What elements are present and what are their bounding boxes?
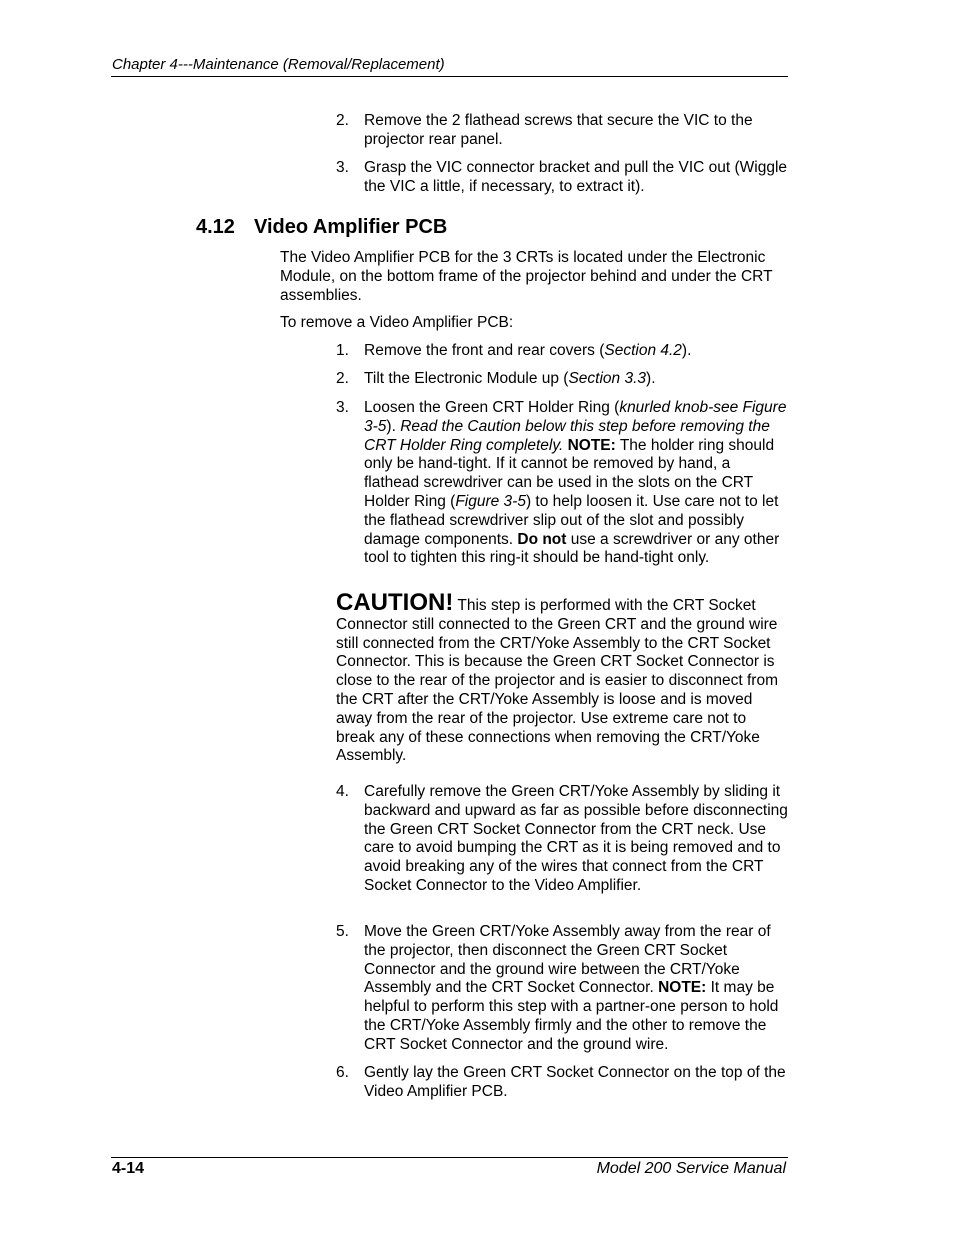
step-number: 1.: [336, 342, 349, 359]
section-title: Video Amplifier PCB: [254, 216, 448, 238]
step-number: 4.: [336, 783, 349, 800]
header-divider: [111, 76, 788, 77]
step-text: Gently lay the Green CRT Socket Connector on the top of the Video Amplifier PCB.: [364, 1064, 786, 1100]
caution-paragraph: [336, 589, 788, 766]
caution-label: CAUTION!: [336, 589, 454, 616]
section-number: 4.12: [196, 216, 235, 238]
step-text: Tilt the Electronic Module up (Section 3.3).: [364, 370, 656, 387]
list-item-pre-2: [336, 112, 788, 150]
step-text: Grasp the VIC connector bracket and pull the VIC out (Wiggle the VIC a little, if necessary, to extract it).: [364, 159, 788, 195]
intro-paragraph: The Video Amplifier PCB for the 3 CRTs is located under the Electronic Module, on the bottom frame of the projector behind and under the CRT assemblies.: [280, 249, 773, 304]
list-item-step-6: [336, 1064, 788, 1102]
footer-divider: [111, 1157, 788, 1158]
step-number: 5.: [336, 923, 349, 940]
step-text: Remove the 2 flathead screws that secure the VIC to the projector rear panel.: [364, 112, 753, 148]
list-item-step-4: [336, 783, 788, 896]
step-number: 2.: [336, 370, 349, 387]
figure-reference: Figure 3-5: [455, 492, 526, 510]
section-reference: Section 3.3: [568, 370, 647, 387]
step-text: Carefully remove the Green CRT/Yoke Assembly by sliding it backward and upward as far as possible before disconnecting the Green CRT Socket Connector from the CRT neck. Use care to avoid bumping the CRT as it is being removed and to avoid breaking any of the wires that connect from the CRT Socket Connector to the Video Amplifier.: [364, 783, 788, 894]
list-item-step-1: [336, 342, 788, 361]
section-reference: Section 4.2: [604, 342, 682, 359]
step-text: Loosen the Green CRT Holder Ring (knurled knob-see Figure 3-5). Read the Caution below this step before removing the CRT Holder Ring completely. NOTE: The holder ring should only be hand-tight. If it cannot be removed by hand, a flathead screwdriver can be used in the slots on the CRT Holder Ring (Figure 3-5) to help loosen it. Use care not to let the flathead screwdriver slip out of the slot and possibly damage components. Do not use a screwdriver or any other tool to tighten this ring-it should be hand-tight only.: [364, 399, 787, 567]
step-number: 6.: [336, 1064, 349, 1081]
note-label: NOTE:: [563, 436, 616, 454]
figure-reference: knurled knob-see Figure 3-5: [364, 399, 787, 435]
step-number: 2.: [336, 112, 349, 129]
manual-title: Model 200 Service Manual: [596, 1160, 786, 1177]
step-text: Remove the front and rear covers (Section 4.2).: [364, 342, 692, 359]
caution-reference: Read the Caution below this step before removing the CRT Holder Ring completely.: [364, 417, 770, 454]
caution-text: This step is performed with the CRT Socket Connector still connected to the Green CRT and the ground wire still connected from the CRT/Yoke Assembly to the CRT Socket Connector. This is because the Green CRT Socket Connector is close to the rear of the projector and is easier to disconnect from the CRT after the CRT/Yoke Assembly is loose and is moved away from the rear of the projector. Use extreme care not to break any of these connections when removing the CRT/Yoke Assembly.: [336, 597, 778, 765]
list-item-step-2: [336, 370, 788, 389]
step-text: Move the Green CRT/Yoke Assembly away from the rear of the projector, then disconnect the Green CRT Socket Connector and the ground wire between the CRT/Yoke Assembly and the CRT Socket Connector. NOTE: It may be helpful to perform this step with a partner-one person to hold the CRT/Yoke Assembly firmly and the other to remove the CRT Socket Connector and the ground wire.: [364, 923, 779, 1053]
step-number: 3.: [336, 399, 349, 416]
section-heading: [196, 216, 447, 239]
chapter-header: Chapter 4---Maintenance (Removal/Replacement): [112, 56, 445, 73]
list-item-pre-3: [336, 159, 788, 197]
list-item-step-3: [336, 399, 788, 568]
list-item-step-5: [336, 923, 788, 1055]
note-label: NOTE:: [653, 979, 707, 997]
page-number: 4-14: [112, 1160, 145, 1177]
step-number: 3.: [336, 159, 349, 176]
warning-emphasis: Do not: [517, 530, 567, 548]
lead-paragraph: To remove a Video Amplifier PCB:: [280, 314, 514, 331]
